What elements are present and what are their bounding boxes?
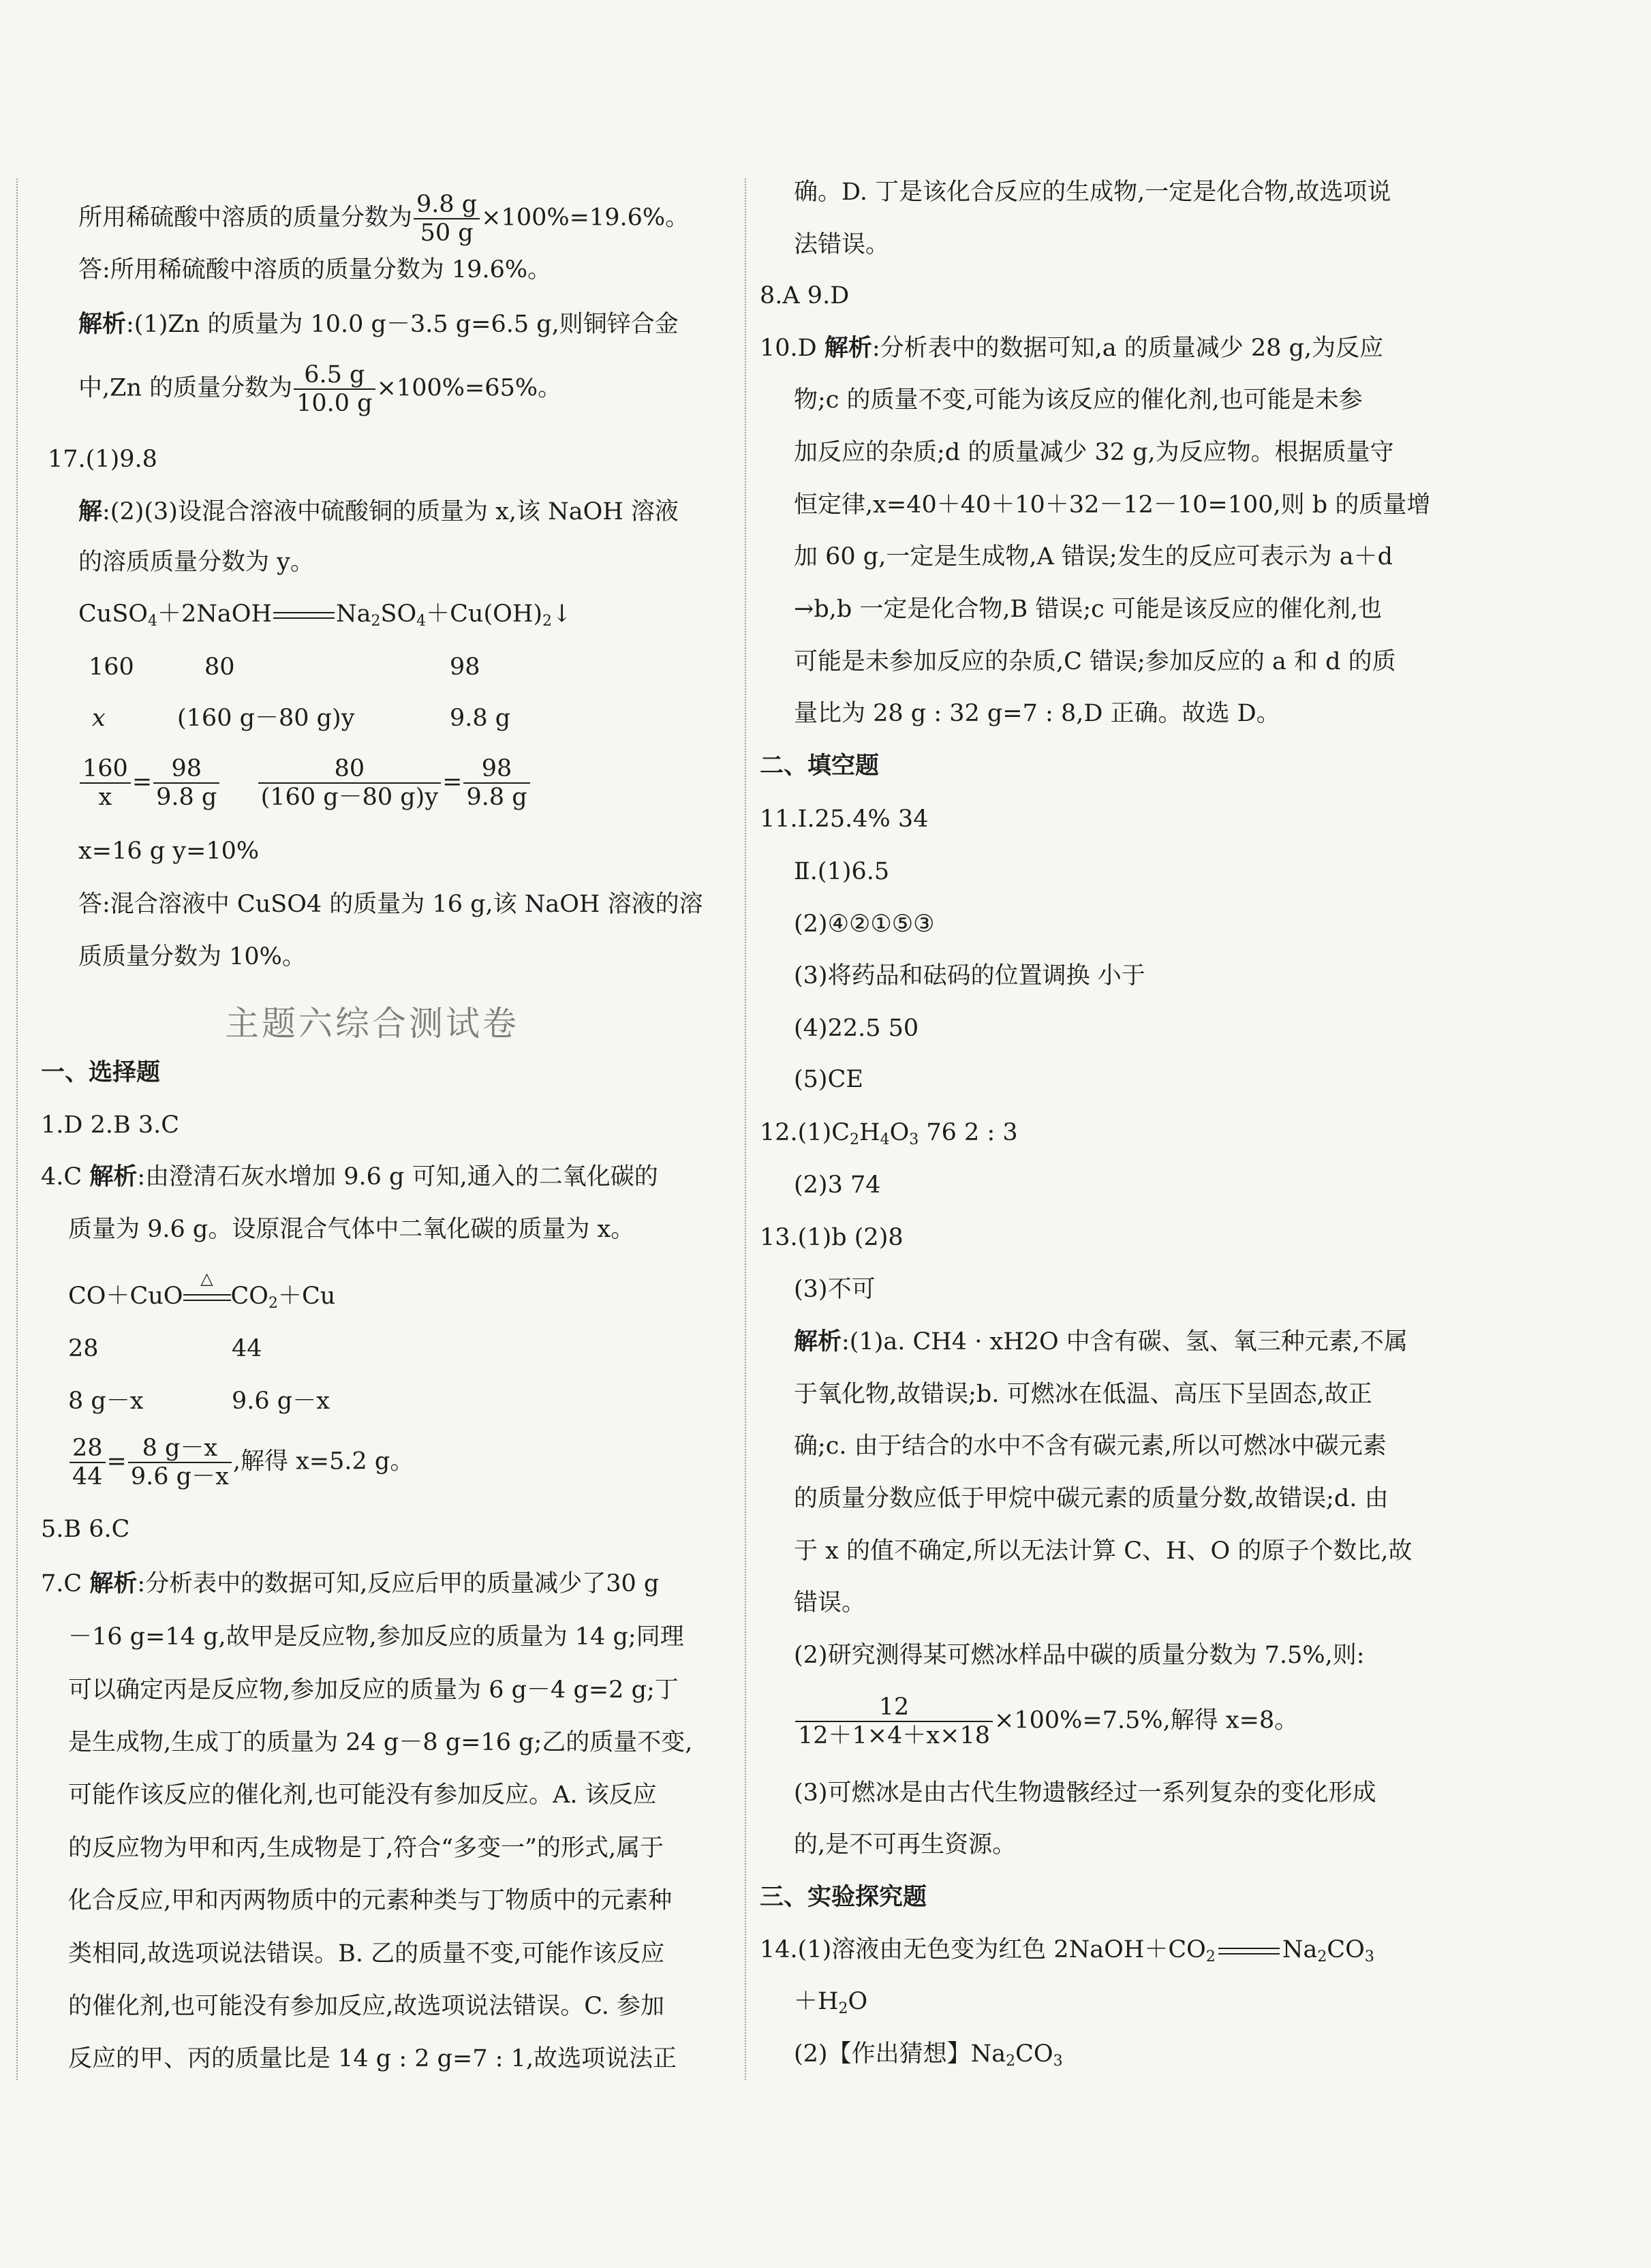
text-line: 量比为 28 g : 32 g=7 : 8,D 正确。故选 D。 <box>794 700 1280 727</box>
text-line: (3)将药品和砝码的位置调换 小于 <box>794 962 1145 990</box>
text-line: 的,是不可再生资源。 <box>794 1831 1017 1858</box>
text-line: 物;c 的质量不变,可能为该反应的催化剂,也可能是未参 <box>794 386 1363 414</box>
analysis-line: 解析:(1)Zn 的质量为 10.0 g－3.5 g=6.5 g,则铜锌合金 <box>78 310 679 338</box>
answer-list: 5.B 6.C <box>41 1516 130 1543</box>
chemical-equation: CO＋CuO △ $CO_2+Cu$ <box>68 1269 336 1312</box>
analysis-line: 解析:(1)a. CH4 · xH2O 中含有碳、氢、氧三种元素,不属 <box>794 1328 1408 1355</box>
fraction-equation: $\frac{12}{12+1\times 4+x\times 18}$ ×100%=7.5%,解得 x=8。 <box>794 1694 1298 1755</box>
question-11: 11.Ⅰ.25.4% 34 <box>760 806 929 833</box>
text-line: 可能作该反应的催化剂,也可能没有参加反应。A. 该反应 <box>68 1781 657 1809</box>
text-line: 加反应的杂质;d 的质量减少 32 g,为反应物。根据质量守 <box>794 439 1394 466</box>
ratio-value: 28 <box>68 1335 99 1362</box>
text-line: 反应的甲、丙的质量比是 14 g : 2 g=7 : 1,故选项说法正 <box>68 2045 677 2072</box>
text-line: 的催化剂,也可能没有参加反应,故选项说法错误。C. 参加 <box>68 1993 665 2020</box>
answer-line: 答:所用稀硫酸中溶质的质量分数为 19.6%。 <box>78 256 552 284</box>
section-heading: 二、填空题 <box>760 752 880 780</box>
ratio-value: x <box>92 705 106 732</box>
text-line: 是生成物,生成丁的质量为 24 g－8 g=16 g;乙的质量不变, <box>68 1729 693 1756</box>
text-line: 恒定律,x=40＋40＋10＋32－12－10=100,则 b 的质量增 <box>794 491 1431 519</box>
question-10: 10.D 解析:分析表中的数据可知,a 的质量减少 28 g,为反应 <box>760 334 1384 362</box>
text-line: (2)研究测得某可燃冰样品中碳的质量分数为 7.5%,则: <box>794 1642 1365 1669</box>
text-line: (3)不可 <box>794 1276 876 1303</box>
text-line: (2)【作出猜想】$Na_2CO_3$ <box>794 2040 1063 2070</box>
left-margin-line <box>16 179 18 2080</box>
column-divider <box>745 179 746 2080</box>
fraction: $\frac{6.5 g}{10.0 g}$ <box>294 361 375 417</box>
section-heading: 一、选择题 <box>41 1058 161 1086</box>
text-line: Ⅱ.(1)6.5 <box>794 858 890 885</box>
text-line: 可以确定丙是反应物,参加反应的质量为 6 g－4 g=2 g;丁 <box>68 1676 679 1704</box>
text-line: 可能是未参加反应的杂质,C 错误;参加反应的 a 和 d 的质 <box>794 648 1396 675</box>
text-line: 的质量分数应低于甲烷中碳元素的质量分数,故错误;d. 由 <box>794 1485 1389 1512</box>
text-line: 中,Zn 的质量分数为 $\frac{6.5 g}{10.0 g}$ ×100%=65%。 <box>78 361 562 417</box>
answer-list: 1.D 2.B 3.C <box>41 1112 179 1139</box>
text-line: 加 60 g,一定是生成物,A 错误;发生的反应可表示为 a＋d <box>794 543 1393 570</box>
ratio-value: 80 <box>204 654 235 681</box>
text-line: (2)④②①⑤③ <box>794 910 935 938</box>
text-line: 于氧化物,故错误;b. 可燃冰在低温、高压下呈固态,故正 <box>794 1381 1372 1408</box>
text-line: $+H_2O$ <box>794 1988 868 2017</box>
answer-list: 8.A 9.D <box>760 282 850 309</box>
question-4: 4.C 解析:由澄清石灰水增加 9.6 g 可知,通入的二氧化碳的 <box>41 1163 658 1191</box>
section-title: 主题六综合测试卷 <box>225 1004 519 1043</box>
text-line: －16 g=14 g,故甲是反应物,参加反应的质量为 14 g;同理 <box>68 1623 684 1651</box>
solution-line: 解:(2)(3)设混合溶液中硫酸铜的质量为 x,该 NaOH 溶液 <box>78 497 679 525</box>
text-line: 的反应物为甲和丙,生成物是丁,符合“多变一”的形式,属于 <box>68 1835 664 1862</box>
text-line: 错误。 <box>794 1589 866 1616</box>
chemical-equation: CuSO$_4$＋2NaOH $Na_2SO_4+Cu(OH)_2↓$ <box>78 600 572 630</box>
result-line: x=16 g y=10% <box>78 838 260 865</box>
text-line: 于 x 的值不确定,所以无法计算 C、H、O 的原子个数比,故 <box>794 1537 1413 1565</box>
question-13: 13.(1)b (2)8 <box>760 1224 904 1251</box>
text-line: 类相同,故选项说法错误。B. 乙的质量不变,可能作该反应 <box>68 1940 665 1967</box>
text-line: (4)22.5 50 <box>794 1015 919 1042</box>
proportion-equation: $\frac{160}{x}$ = $\frac{98}{9.8 g}$ $\frac{80}{(160 g-80 g)y}$ = $\frac{98}{9.8 g}$ <box>78 755 531 816</box>
answer-line: 质质量分数为 10%。 <box>78 943 306 970</box>
text-line: 的溶质质量分数为 y。 <box>78 549 314 576</box>
ratio-value: 44 <box>232 1335 262 1362</box>
text-line: 化合反应,甲和丙两物质中的元素种类与丁物质中的元素种 <box>68 1887 673 1914</box>
ratio-value: 9.6 g－x <box>232 1388 330 1415</box>
answer-line: 答:混合溶液中 CuSO4 的质量为 16 g,该 NaOH 溶液的溶 <box>78 891 703 918</box>
ratio-value: 160 <box>89 654 134 681</box>
question-12: $12.(1)C_2H_4O_3$ 76 2 : 3 <box>760 1119 1018 1148</box>
text-line: (2)3 74 <box>794 1171 881 1199</box>
ratio-value: 9.8 g <box>450 705 511 732</box>
text-line: (3)可燃冰是由古代生物遗骸经过一系列复杂的变化形成 <box>794 1779 1376 1807</box>
text-line: 所用稀硫酸中溶质的质量分数为 $\frac{9.8 g}{50 g}$ ×100%=19.6%。 <box>78 191 690 247</box>
question-17: 17.(1)9.8 <box>48 446 157 473</box>
question-14: 14.(1)溶液由无色变为红色 $2NaOH+CO_2$ $Na_2CO_3$ <box>760 1936 1374 1965</box>
text-line: 确。D. 丁是该化合反应的生成物,一定是化合物,故选项说 <box>794 179 1391 206</box>
section-heading: 三、实验探究题 <box>760 1883 927 1911</box>
ratio-value: (160 g－80 g)y <box>177 705 355 732</box>
text-line: →b,b 一定是化合物,B 错误;c 可能是该反应的催化剂,也 <box>794 596 1383 623</box>
question-7: 7.C 解析:分析表中的数据可知,反应后甲的质量减少了30 g <box>41 1569 660 1597</box>
text-line: 质量为 9.6 g。设原混合气体中二氧化碳的质量为 x。 <box>68 1216 635 1243</box>
text-line: 确;c. 由于结合的水中不含有碳元素,所以可燃冰中碳元素 <box>794 1432 1387 1460</box>
text-line: 法错误。 <box>794 231 890 258</box>
text-line: (5)CE <box>794 1066 863 1093</box>
ratio-value: 98 <box>450 654 480 681</box>
fraction: $\frac{9.8 g}{50 g}$ <box>414 191 480 247</box>
proportion-equation: $\frac{28}{44}$ = $\frac{8 g-x}{9.6 g-x}$ ,解得 x=5.2 g。 <box>68 1435 414 1496</box>
ratio-value: 8 g－x <box>68 1388 144 1415</box>
